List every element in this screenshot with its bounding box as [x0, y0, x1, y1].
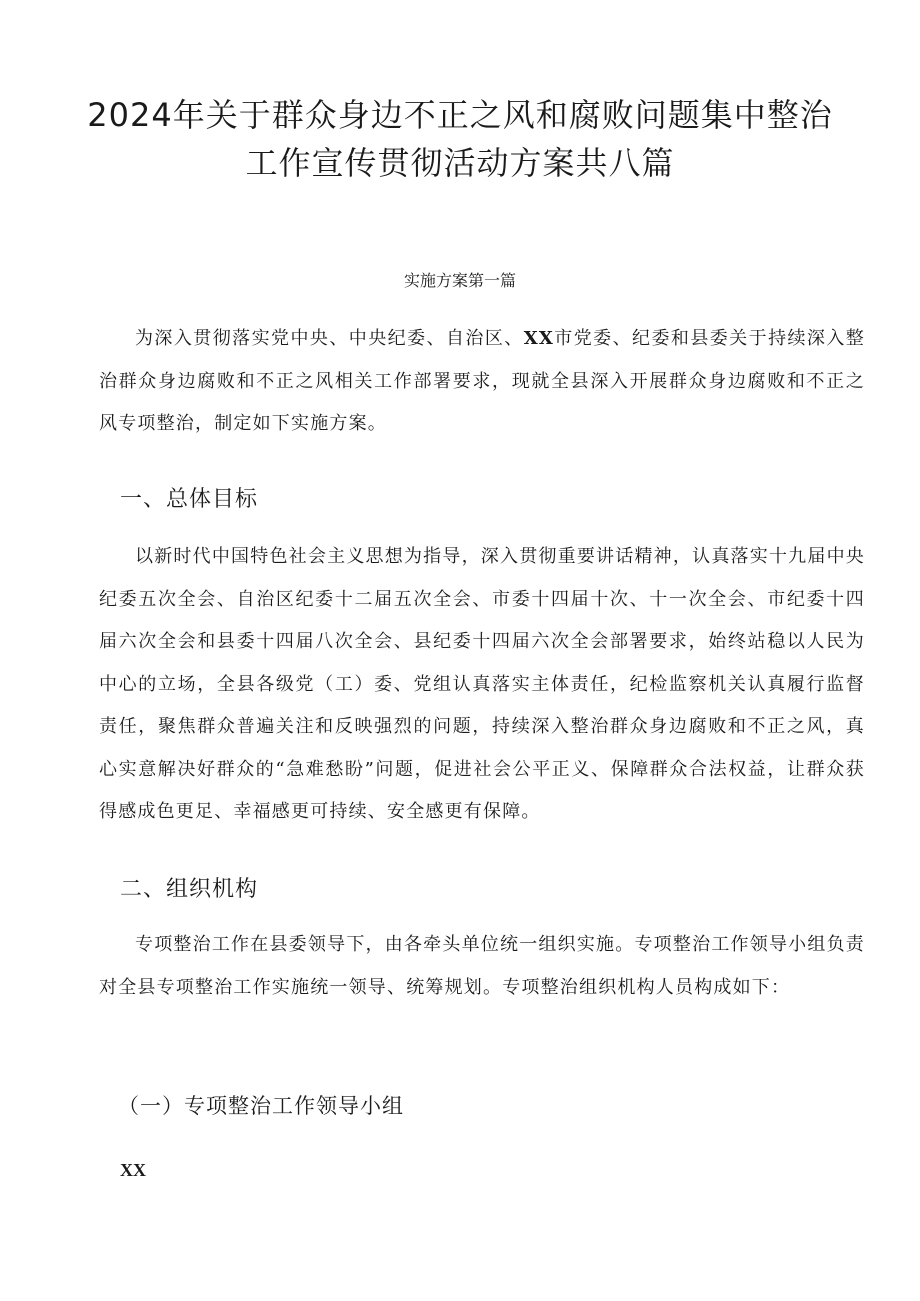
section-body-overall-goals: 以新时代中国特色社会主义思想为指导，深入贯彻重要讲话精神，认真落实十九届中央纪委五次全会、自治区纪委十二届五次全会、市委十四届十次、十一次全会、市纪委十四届六次全会和县委十四届八次全会、县纪委十四届六次全会部署要求，始终站稳以人民为中心的立场，全县各级党（工）委、党组认真落实主体责任，纪检监察机关认真履行监督责任，聚焦群众普遍关注和反映强烈的问题，持续深入整治群众身边腐败和不正之风，真心实意解决好群众的“急难愁盼”问题，促进社会公平正义、保障群众合法权益，让群众获得感成色更足、幸福感更可持续、安全感更有保障。	[99, 546, 865, 822]
placeholder-mark: XX	[120, 1160, 146, 1180]
document-subtitle: 实施方案第一篇	[403, 271, 516, 290]
subsection-heading-leading-group: （一）专项整治工作领导小组	[118, 1094, 404, 1118]
section-heading-overall-goals: 一、总体目标	[120, 487, 259, 512]
intro-paragraph	[99, 318, 865, 446]
document-title-line-1: 2024年关于群众身边不正之风和腐败问题集中整治	[87, 96, 833, 134]
intro-text-placeholder: XX	[523, 328, 555, 349]
document-title-line-2: 工作宣传贯彻活动方案共八篇	[245, 144, 675, 182]
section-body-organization: 专项整治工作在县委领导下，由各牵头单位统一组织实施。专项整治工作领导小组负责对全县专项整治工作实施统一领导、统筹规划。专项整治组织机构人员构成如下：	[99, 934, 865, 998]
section-heading-organization: 二、组织机构	[120, 877, 259, 902]
intro-text-after: 市党委、纪委和县委关于持续深入整治群众身边腐败和不正之风相关工作部署要求，现就全县深入开展群众身边腐败和不正之风专项整治，制定如下实施方案。	[99, 328, 866, 434]
intro-text-before: 为深入贯彻落实党中央、中央纪委、自治区、	[135, 328, 524, 349]
